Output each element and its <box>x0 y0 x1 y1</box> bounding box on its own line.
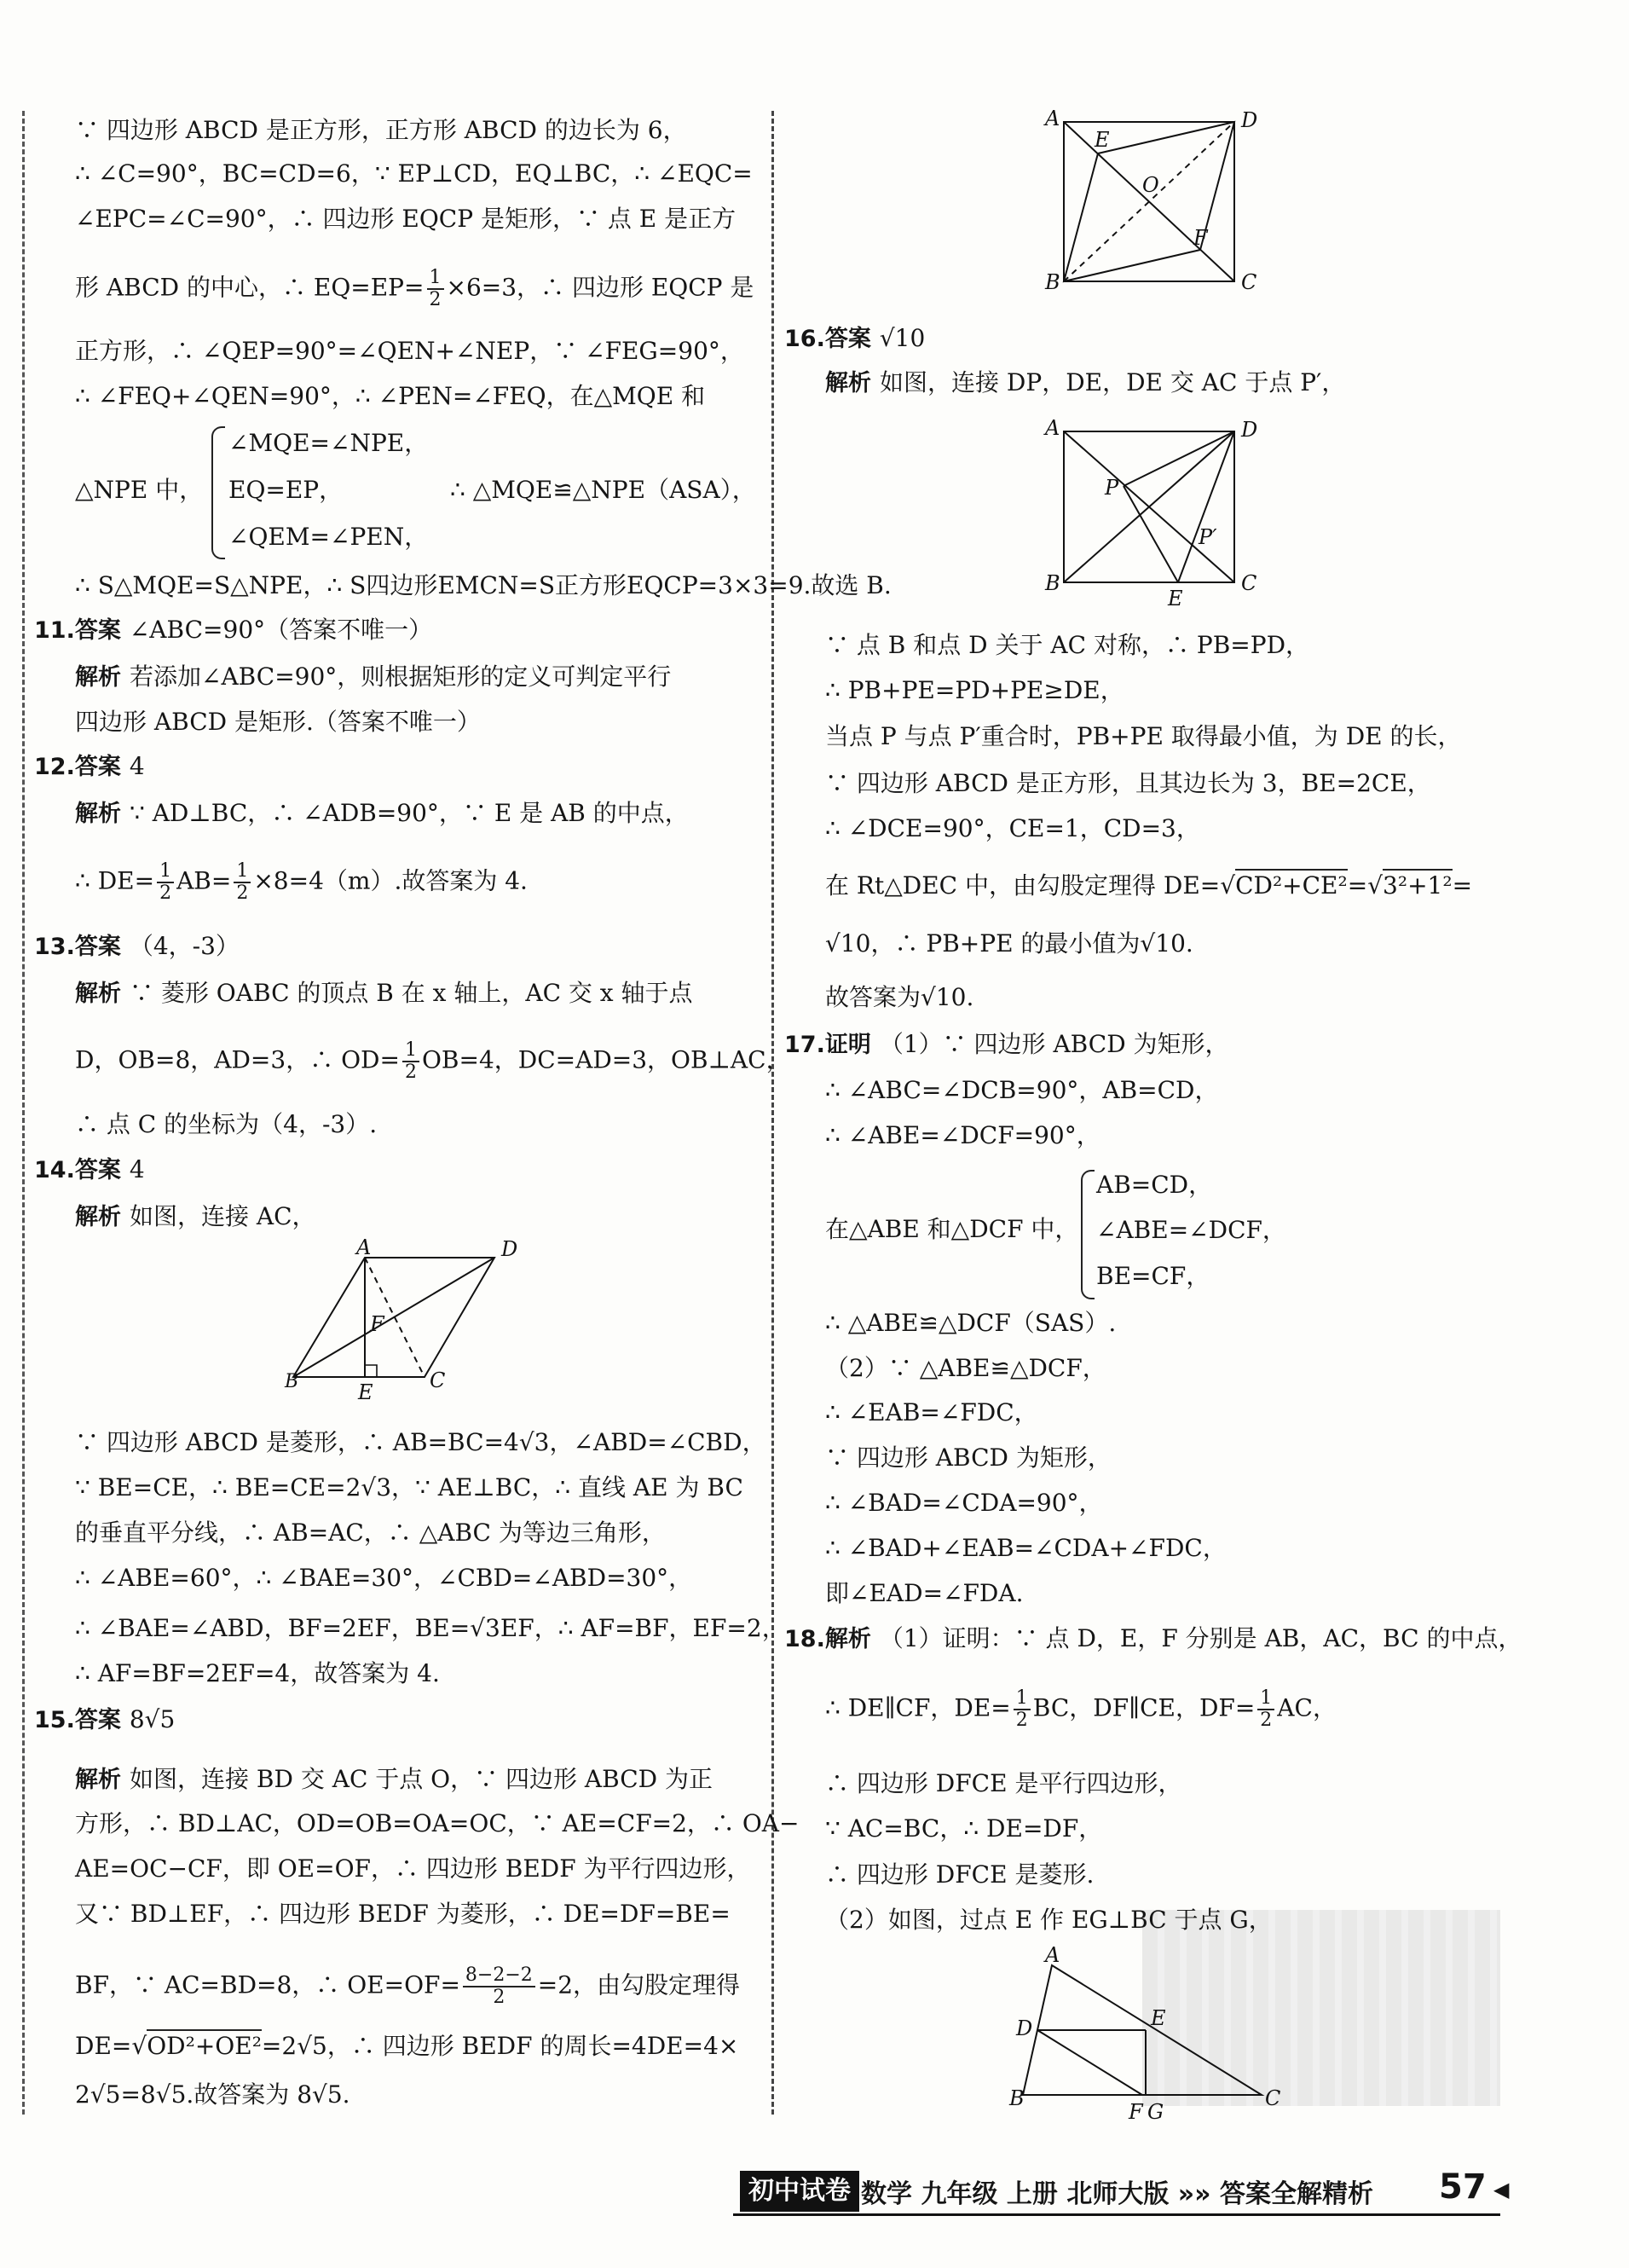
text-line: 正方形，∴ ∠QEP=90°=∠QEN+∠NEP，∵ ∠FEG=90°， <box>75 337 744 365</box>
fig-label: F <box>1129 2100 1143 2124</box>
fig-label: G <box>1147 2100 1164 2124</box>
text-line: ∴ ∠BAD=∠CDA=90°， <box>825 1489 1103 1517</box>
fig-label: C <box>430 1368 446 1392</box>
footer-rule <box>733 2213 1500 2216</box>
fig-label: F <box>370 1312 384 1336</box>
text-line: ∴ ∠EAB=∠FDC， <box>825 1398 1038 1426</box>
text-line: ∠EPC=∠C=90°，∴ 四边形 EQCP 是矩形，∵ 点 E 是正方 <box>75 205 737 233</box>
text-line: ∴ S△MQE=S△NPE，∴ S四边形EMCN=S正方形EQCP=3×3=9.故选 B. <box>75 571 892 599</box>
analysis-line: 解析 ∵ AD⊥BC，∴ ∠ADB=90°，∵ E 是 AB 的中点， <box>75 799 689 827</box>
question-15: 15.答案 8√5 <box>34 1705 176 1733</box>
brace-line: EQ=EP， <box>228 476 344 504</box>
page-number: 57 <box>1439 2167 1487 2207</box>
text-line: ∴ △ABE≌△DCF（SAS）. <box>825 1309 1117 1337</box>
question-18: 18.解析 （1）证明：∵ 点 D，E，F 分别是 AB，AC，BC 的中点， <box>784 1624 1522 1652</box>
fig-label: B <box>1045 571 1060 595</box>
text-line: ∴ △MQE≌△NPE（ASA）， <box>450 476 756 504</box>
fig-label: C <box>1241 270 1257 294</box>
text-line: ∵ 四边形 ABCD 是正方形，正方形 ABCD 的边长为 6， <box>75 116 687 144</box>
text-line: AE=OC−CF，即 OE=OF，∴ 四边形 BEDF 为平行四边形， <box>75 1854 751 1883</box>
analysis-line: 解析 若添加∠ABC=90°，则根据矩形的定义可判定平行 <box>75 662 672 691</box>
fig-label: B <box>285 1371 299 1392</box>
text-line: 2√5=8√5.故答案为 8√5. <box>75 2080 350 2109</box>
text-line: √10，∴ PB+PE 的最小值为√10. <box>825 929 1193 958</box>
figure-q16 <box>1040 416 1262 608</box>
triangle-left-icon: ◀ <box>1493 2178 1510 2201</box>
text-line: △NPE 中， <box>75 476 204 504</box>
brace-line: ∠ABE=∠DCF， <box>1096 1216 1286 1244</box>
text-line: ∵ 点 B 和点 D 关于 AC 对称，∴ PB=PD， <box>825 631 1310 659</box>
fig-label: D <box>1016 2016 1033 2040</box>
text-line: 形 ABCD 的中心，∴ EQ=EP= $\frac{1}{2}$ ×6=3，∴ 四边形 EQCP 是 <box>75 267 754 310</box>
question-13: 13.答案 （4，-3） <box>34 932 240 960</box>
text-line: ∴ 四边形 DFCE 是平行四边形， <box>825 1769 1182 1797</box>
text-line: ∵ BE=CE，∴ BE=CE=2√3，∵ AE⊥BC，∴ 直线 AE 为 BC <box>75 1473 743 1501</box>
text-line: 故答案为√10. <box>825 983 974 1011</box>
text-line: ∴ AF=BF=2EF=4，故答案为 4. <box>75 1659 440 1687</box>
fig-label: P <box>1105 476 1119 500</box>
question-12: 12.答案 4 <box>34 752 145 780</box>
text-line: 在 Rt△DEC 中，由勾股定理得 DE=√CD²+CE²=√3²+1²= <box>784 871 1472 900</box>
text-line: 在△ABE 和△DCF 中， <box>825 1215 1079 1243</box>
brace-line: ∠QEM=∠PEN， <box>228 523 429 551</box>
text-line: （2）如图，过点 E 作 EG⊥BC 于点 G， <box>825 1906 1273 1934</box>
text-line: 方形，∴ BD⊥AC，OD=OB=OA=OC，∵ AE=CF=2，∴ OA− <box>75 1809 800 1837</box>
text-line: ∴ DE= $\frac{1}{2}$ AB= $\frac{1}{2}$ ×8=4（m）.故答案为 4. <box>75 860 528 904</box>
question-11: 11.答案 ∠ABC=90°（答案不唯一） <box>34 616 433 644</box>
fig-label: F <box>1193 226 1208 250</box>
text-line: BF，∵ AC=BD=8，∴ OE=OF= $\frac{8-2-2}{2}$ =2，由勾股定理得 <box>75 1964 741 2008</box>
text-line: 的垂直平分线，∴ AB=AC，∴ △ABC 为等边三角形， <box>75 1519 666 1547</box>
text-line: 又∵ BD⊥EF，∴ 四边形 BEDF 为菱形，∴ DE=DF=BE= <box>75 1900 731 1928</box>
brace <box>211 426 225 559</box>
text-line: 四边形 ABCD 是矩形.（答案不唯一） <box>75 708 481 736</box>
text-line: 当点 P 与点 P′重合时，PB+PE 取得最小值，为 DE 的长， <box>825 722 1462 750</box>
fig-label: E <box>1151 2006 1166 2030</box>
text-line: ∴ ∠FEQ+∠QEN=90°，∴ ∠PEN=∠FEQ，在△MQE 和 <box>75 382 706 410</box>
text-line: （2）∵ △ABE≌△DCF， <box>825 1354 1106 1382</box>
analysis-line: 解析 如图，连接 DP，DE，DE 交 AC 于点 P′， <box>825 368 1346 396</box>
fig-label: E <box>358 1380 373 1404</box>
fig-label: B <box>1009 2086 1025 2110</box>
fig-label: B <box>1045 270 1060 294</box>
text-line: ∴ DE∥CF，DE= $\frac{1}{2}$ BC，DF∥CE，DF= $\frac{1}{2}$ AC， <box>825 1687 1337 1731</box>
fig-label: E <box>1095 128 1110 152</box>
fig-label: D <box>1241 418 1258 442</box>
text-line: ∴ ∠ABE=60°，∴ ∠BAE=30°，∠CBD=∠ABD=30°， <box>75 1564 693 1592</box>
text-line: ∵ 四边形 ABCD 为矩形， <box>825 1444 1112 1472</box>
brace <box>1081 1170 1095 1299</box>
analysis-line: 解析 如图，连接 AC， <box>75 1202 316 1230</box>
question-16: 16.答案 √10 <box>784 324 926 352</box>
figure-q15 <box>1040 107 1262 298</box>
text-line: DE=√OD²+OE²=2√5，∴ 四边形 BEDF 的周长=4DE=4× <box>34 2032 738 2061</box>
fig-label: A <box>1045 416 1060 440</box>
figure-q14 <box>285 1235 597 1404</box>
brace-line: ∠MQE=∠NPE， <box>228 429 429 457</box>
fig-label: D <box>501 1237 518 1261</box>
footer-text: 数学 九年级 上册 北师大版 »» 答案全解精析 <box>861 2179 1373 2209</box>
text-line: ∴ ∠ABE=∠DCF=90°， <box>825 1121 1100 1149</box>
text-line: ∴ ∠ABC=∠DCB=90°，AB=CD， <box>825 1076 1219 1104</box>
fig-label: E <box>1168 587 1183 610</box>
fig-label: A <box>1045 1943 1060 1967</box>
text-line: ∴ ∠BAD+∠EAB=∠CDA+∠FDC， <box>825 1534 1227 1562</box>
series-badge: 初中试卷 <box>740 2171 859 2212</box>
question-17: 17.证明 （1）∵ 四边形 ABCD 为矩形， <box>784 1030 1229 1058</box>
fig-label: C <box>1241 571 1257 595</box>
text-line: ∴ ∠BAE=∠ABD，BF=2EF，BE=√3EF，∴ AF=BF，EF=2， <box>75 1614 786 1642</box>
fig-label: O <box>1142 173 1159 197</box>
analysis-line: 解析 ∵ 菱形 OABC 的顶点 B 在 x 轴上，AC 交 x 轴于点 <box>75 979 693 1007</box>
text-line: ∵ 四边形 ABCD 是正方形，且其边长为 3，BE=2CE， <box>825 769 1431 797</box>
text-line: ∴ ∠C=90°，BC=CD=6，∵ EP⊥CD，EQ⊥BC，∴ ∠EQC= <box>75 159 753 188</box>
brace-line: AB=CD， <box>1096 1171 1213 1199</box>
fig-label: D <box>1241 108 1258 132</box>
page-footer <box>733 2166 1620 2220</box>
fig-label: A <box>356 1235 372 1259</box>
question-14: 14.答案 4 <box>34 1155 145 1183</box>
analysis-line: 解析 如图，连接 BD 交 AC 于点 O，∵ 四边形 ABCD 为正 <box>75 1765 713 1793</box>
left-margin-rule <box>22 111 25 2115</box>
brace-line: BE=CF， <box>1096 1262 1210 1290</box>
text-line: ∴ 四边形 DFCE 是菱形. <box>825 1860 1095 1889</box>
fig-label: C <box>1265 2086 1281 2110</box>
text-line: ∴ PB+PE=PD+PE≥DE， <box>825 676 1124 704</box>
fig-label: A <box>1045 107 1060 130</box>
text-line: ∴ ∠DCE=90°，CE=1，CD=3， <box>825 814 1200 842</box>
figure-q18 <box>1009 1943 1287 2127</box>
text-line: ∵ AC=BC，∴ DE=DF， <box>825 1814 1103 1843</box>
text-line: 即∠EAD=∠FDA. <box>825 1579 1024 1607</box>
text-line: ∴ 点 C 的坐标为（4，-3）. <box>75 1110 378 1138</box>
fig-label: P′ <box>1199 525 1217 549</box>
text-line: ∵ 四边形 ABCD 是菱形，∴ AB=BC=4√3，∠ABD=∠CBD， <box>75 1428 766 1456</box>
text-line: D，OB=8，AD=3，∴ OD= $\frac{1}{2}$ OB=4，DC=AD=3，OB⊥AC， <box>75 1039 790 1083</box>
